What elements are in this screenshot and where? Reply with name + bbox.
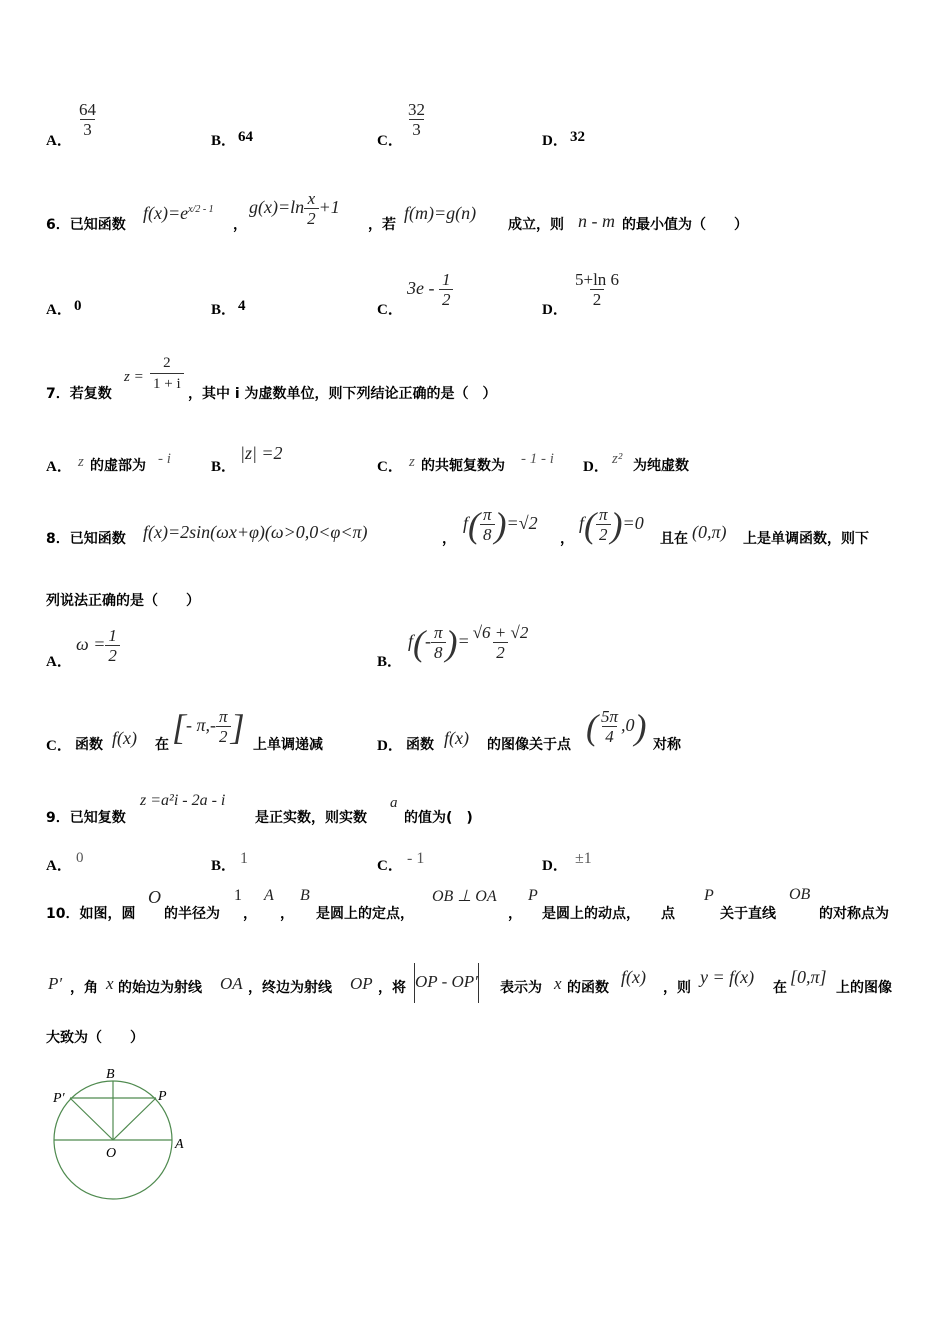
q10-text-11: 的函数 <box>567 980 609 996</box>
q8-option-c-interval: [- π,- $\frac{\pi}{2}$ ] <box>172 707 245 747</box>
q9-option-b-value: 1 <box>240 850 248 867</box>
q6-option-d-value: $\frac{5+\ln 6}{2}$ <box>575 270 620 309</box>
q5-option-c-label: C． <box>377 133 403 149</box>
q8-option-a-value: ω = $\frac{1}{2}$ <box>76 626 120 666</box>
radius-OP-line <box>113 1098 156 1140</box>
q5-option-c-value: $\frac{32}{3}$ <box>408 100 425 139</box>
q6-stem-start: 6．已知函数 <box>46 217 126 233</box>
q10-A: A <box>264 887 274 904</box>
q10-comma-2: ， <box>280 906 294 922</box>
q5-option-a-label: A． <box>46 133 72 149</box>
fig-label-P: P <box>158 1089 167 1104</box>
q6-g-definition: g(x)=ln $\frac{x}{2}$ +1 <box>249 189 340 228</box>
q10-interval: [0,π] <box>790 967 827 987</box>
q5-option-b-value: 64 <box>238 129 253 145</box>
q7-option-d-label: D． <box>583 459 609 475</box>
q7-option-b-value: |z| =2 <box>240 443 283 463</box>
q8-stem-start: 8．已知函数 <box>46 531 126 547</box>
q7-option-c-label: C． <box>377 459 403 475</box>
q10-OB: OB <box>789 886 811 903</box>
q8-stem-mid: 且在 <box>660 531 688 547</box>
q6-condition: f(m)=g(n) <box>404 203 477 223</box>
q8-f-definition: f(x)=2sin(ωx+φ)(ω>0,0<φ<π) <box>143 522 368 542</box>
q8-comma: ， <box>442 531 456 547</box>
q10-text-2: 是圆上的定点， <box>316 906 414 922</box>
q8-option-d-text-3: 对称 <box>653 737 681 753</box>
q6-option-a-value: 0 <box>74 298 82 314</box>
q8-condition-2: f( $\frac{\pi}{2}$ )=0 <box>579 505 644 545</box>
q8-option-d-fx: f(x) <box>444 728 469 748</box>
q10-text-7: 的始边为射线 <box>118 980 202 996</box>
q8-stem-end: 上是单调函数，则下 <box>743 531 869 547</box>
q9-option-c-value: - 1 <box>407 850 425 867</box>
q10-fx: f(x) <box>621 967 646 987</box>
q10-OP: OP <box>350 974 373 993</box>
q9-stem-mid: 是正实数，则实数 <box>255 810 367 826</box>
q6-expression: n - m <box>578 211 615 231</box>
q10-stem-start: 10．如图，圆 <box>46 906 136 922</box>
q6-option-d-label: D． <box>542 302 568 318</box>
q8-option-c-fx: f(x) <box>112 728 137 748</box>
fig-label-B: B <box>106 1067 115 1082</box>
q6-f-definition: $f(x)=e^{x/2 - 1}$ <box>143 203 214 223</box>
q6-option-b-label: B． <box>211 302 237 318</box>
q9-stem-start: 9．已知复数 <box>46 810 126 826</box>
q8-condition-1: f( $\frac{\pi}{8}$ )=√2 <box>463 505 538 545</box>
q10-P-2: P <box>704 887 714 904</box>
q10-text-5: 的对称点为 <box>819 906 889 922</box>
q7-option-a-value: - i <box>158 451 171 467</box>
q10-text-3: 是圆上的动点， 点 <box>542 906 675 922</box>
q9-option-d-label: D． <box>542 858 568 874</box>
q10-P: P <box>528 887 538 904</box>
q10-abs-expression: OP - OP′ <box>414 963 479 1003</box>
q10-text-6: ，角 <box>70 980 98 996</box>
q8-option-b-value: f(- $\frac{\pi}{8}$ )= $\frac{√6 + √2}{2}$ <box>408 623 529 663</box>
q10-x-2: x <box>554 974 562 993</box>
q10-P-prime: P′ <box>48 974 63 993</box>
q7-fraction: $\frac{2}{1 + i}$ <box>150 354 184 394</box>
q7-option-c-text: 的共轭复数为 <box>421 458 505 474</box>
q5-option-b-label: B． <box>211 133 237 149</box>
q6-option-c-label: C． <box>377 302 403 318</box>
q8-interval: (0,π) <box>692 522 727 542</box>
q8-option-d-text-1: 函数 <box>406 737 434 753</box>
q8-comma-2: ， <box>560 531 574 547</box>
q8-option-c-text-3: 上单调递减 <box>253 737 323 753</box>
q6-option-c-value: 3e - $\frac{1}{2}$ <box>407 270 453 310</box>
q8-stem-line-2: 列说法正确的是（ ） <box>46 593 200 609</box>
q8-option-c-text-2: 在 <box>155 737 169 753</box>
q6-stem-tail: 的最小值为（ ） <box>622 217 748 233</box>
q10-comma-3: ， <box>508 906 522 922</box>
q9-option-a-value: 0 <box>76 850 84 866</box>
q8-option-d-text-2: 的图像关于点 <box>487 737 571 753</box>
q7-option-b-label: B． <box>211 459 237 475</box>
q10-y-equals-fx: y = f(x) <box>700 967 755 987</box>
q9-option-b-label: B． <box>211 858 237 874</box>
q8-option-c-text-1: 函数 <box>75 737 103 753</box>
q7-stem-end: ，其中 i 为虚数单位，则下列结论正确的是（ ） <box>188 386 497 402</box>
q10-text-4: 关于直线 <box>720 906 776 922</box>
q5-option-d-value: 32 <box>570 129 585 145</box>
q8-option-b-label: B． <box>377 654 403 670</box>
q7-option-c-value: - 1 - i <box>521 451 554 467</box>
q10-text-10: 表示为 <box>500 980 542 996</box>
q6-stem-end: 成立，则 <box>508 217 564 233</box>
q10-x-1: x <box>106 974 114 993</box>
q8-option-c-label: C． <box>46 738 72 754</box>
q9-expression: z =a²i - 2a - i <box>140 792 226 809</box>
q6-if: ，若 <box>368 217 396 233</box>
q7-option-c-z: z <box>409 454 415 470</box>
q10-circle-figure <box>40 1060 200 1210</box>
q10-text-13: 在 <box>773 980 787 996</box>
q9-variable: a <box>390 795 398 811</box>
radius-OP-prime-line <box>70 1098 113 1140</box>
q5-option-a-value: $\frac{64}{3}$ <box>79 100 96 139</box>
q10-text-14: 上的图像 <box>836 980 892 996</box>
q6-option-b-value: 4 <box>238 298 246 314</box>
q10-text-9: ，将 <box>378 980 406 996</box>
q10-radius: 1 <box>234 887 242 904</box>
fig-label-A: A <box>175 1137 184 1152</box>
q7-option-a-text: 的虚部为 <box>90 458 146 474</box>
q10-comma-1: ， <box>243 906 257 922</box>
q6-comma: ， <box>233 217 247 233</box>
q7-option-d-text: 为纯虚数 <box>633 458 689 474</box>
q6-option-a-label: A． <box>46 302 72 318</box>
q9-option-d-value: ±1 <box>575 850 592 867</box>
q10-perpendicular: OB ⊥ OA <box>432 888 497 905</box>
q10-OA: OA <box>220 974 243 993</box>
q9-stem-end: 的值为( ) <box>404 810 473 826</box>
q10-text-12: ，则 <box>663 980 691 996</box>
q7-z-equals: z = <box>124 369 144 385</box>
q7-option-a-label: A． <box>46 459 72 475</box>
q10-text-1: 的半径为 <box>164 906 220 922</box>
q7-option-d-expr: z² <box>612 451 623 467</box>
q7-stem-start: 7．若复数 <box>46 386 112 402</box>
q10-line-3: 大致为（ ） <box>46 1030 144 1046</box>
q8-option-d-label: D． <box>377 738 403 754</box>
q10-text-8: ，终边为射线 <box>248 980 332 996</box>
q5-option-d-label: D． <box>542 133 568 149</box>
q7-option-a-z: z <box>78 454 84 470</box>
q8-option-d-point: ( $\frac{5\pi}{4}$ ,0) <box>586 707 647 747</box>
q10-O: O <box>148 887 161 907</box>
q10-B: B <box>300 887 310 904</box>
q9-option-c-label: C． <box>377 858 403 874</box>
fig-label-O: O <box>106 1146 117 1161</box>
q9-option-a-label: A． <box>46 858 72 874</box>
q8-option-a-label: A． <box>46 654 72 670</box>
fig-label-P-prime: P′ <box>53 1091 65 1106</box>
